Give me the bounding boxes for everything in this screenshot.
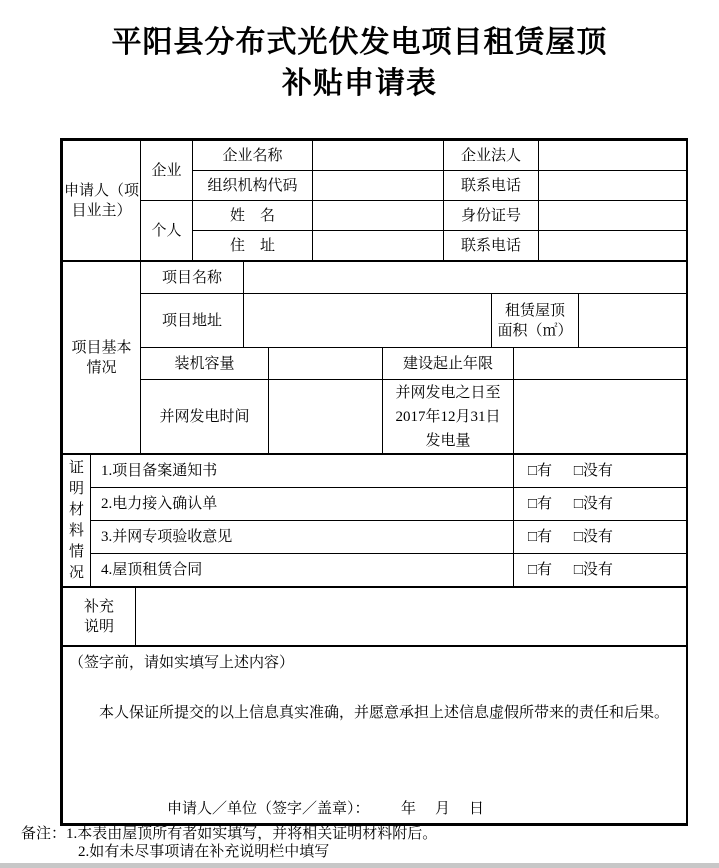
supplement-header-cell — [63, 588, 136, 646]
label-installed-capacity: 装机容量 — [141, 348, 269, 380]
label-roof-area — [492, 294, 579, 348]
footnote-line-2 — [21, 844, 437, 862]
label-id-number: 身份证号 — [444, 201, 539, 231]
declaration-section — [62, 646, 687, 824]
label-org-code: 组织机构代码 — [193, 171, 313, 201]
supplement-section — [62, 587, 687, 646]
checkbox-none-3[interactable]: □没有 — [573, 529, 613, 545]
footnote-item-1: 1.本表由屋顶所有者如实填写，并将相关证明材料附后。 — [66, 826, 438, 842]
page-title-line-2: 补贴申请表 — [282, 67, 437, 100]
footnotes — [21, 826, 437, 861]
pre-sign-note: （签字前，请如实填写上述内容） — [69, 655, 295, 671]
checkbox-have-1[interactable]: □有 — [528, 463, 553, 479]
evidence-item-4-options — [514, 554, 687, 587]
input-supplement[interactable] — [136, 588, 687, 646]
scan-edge-artifact — [0, 863, 719, 868]
evidence-item-2-options — [514, 488, 687, 521]
input-installed-capacity[interactable] — [269, 348, 383, 380]
signature-input-area[interactable] — [363, 799, 393, 819]
checkbox-have-4[interactable]: □有 — [528, 562, 553, 578]
label-legal-person: 企业法人 — [444, 141, 539, 171]
input-project-address[interactable] — [244, 294, 492, 348]
project-header-cell — [63, 262, 141, 454]
page-title — [0, 22, 719, 104]
checkbox-none-2[interactable]: □没有 — [573, 496, 613, 512]
declaration-cell — [63, 647, 687, 824]
supplement-header-line-2: 说明 — [83, 618, 114, 635]
checkbox-have-3[interactable]: □有 — [528, 529, 553, 545]
label-enterprise-name: 企业名称 — [193, 141, 313, 171]
input-project-name[interactable] — [244, 262, 687, 294]
checkbox-none-4[interactable]: □没有 — [573, 562, 613, 578]
applicant-section — [62, 140, 687, 261]
project-header-line-2: 情况 — [86, 359, 117, 376]
footnote-line-1 — [21, 826, 437, 844]
input-grid-connection-time[interactable] — [269, 380, 383, 454]
footnote-label: 备注： — [21, 826, 67, 842]
input-legal-person[interactable] — [539, 141, 687, 171]
input-id-number[interactable] — [539, 201, 687, 231]
label-project-address: 项目地址 — [141, 294, 244, 348]
project-header-line-1: 项目基本 — [71, 339, 132, 356]
enterprise-group-label: 企业 — [141, 141, 193, 201]
label-person-phone: 联系电话 — [444, 231, 539, 261]
page-title-line-1: 平阳县分布式光伏发电项目租赁屋顶 — [111, 26, 608, 59]
input-address[interactable] — [313, 231, 444, 261]
checkbox-none-1[interactable]: □没有 — [573, 463, 613, 479]
label-enterprise-phone: 联系电话 — [444, 171, 539, 201]
label-generation-line-2: 2017年12月31日 — [395, 408, 501, 425]
application-form-table — [60, 138, 688, 826]
label-roof-area-line-1: 租赁屋顶 — [504, 302, 565, 319]
supplement-header-line-1: 补充 — [83, 598, 114, 615]
label-address: 住 址 — [193, 231, 313, 261]
input-enterprise-phone[interactable] — [539, 171, 687, 201]
evidence-item-1-options — [514, 455, 687, 488]
evidence-item-3-label: 3.并网专项验收意见 — [91, 521, 514, 554]
date-label: 年 月 日 — [401, 801, 487, 817]
evidence-item-2-label: 2.电力接入确认单 — [91, 488, 514, 521]
input-person-phone[interactable] — [539, 231, 687, 261]
applicant-header-line-2: 目业主） — [71, 202, 132, 219]
applicant-header-cell — [63, 141, 141, 261]
input-generation-amount[interactable] — [514, 380, 687, 454]
label-roof-area-line-2: 面积（㎡） — [497, 322, 573, 339]
label-person-name: 姓 名 — [193, 201, 313, 231]
label-construction-period: 建设起止年限 — [383, 348, 514, 380]
label-grid-connection-time: 并网发电时间 — [141, 380, 269, 454]
evidence-item-3-options — [514, 521, 687, 554]
evidence-section — [62, 454, 687, 587]
individual-group-label: 个人 — [141, 201, 193, 261]
input-enterprise-name[interactable] — [313, 141, 444, 171]
input-org-code[interactable] — [313, 171, 444, 201]
applicant-header-line-1: 申请人（项 — [63, 182, 139, 199]
input-person-name[interactable] — [313, 201, 444, 231]
evidence-header-cell: 证明材料情况 — [63, 455, 91, 587]
evidence-item-4-label: 4.屋顶租赁合同 — [91, 554, 514, 587]
label-generation-line-1: 并网发电之日至 — [395, 384, 501, 401]
pledge-text: 本人保证所提交的以上信息真实准确，并愿意承担上述信息虚假所带来的责任和后果。 — [99, 705, 670, 721]
input-roof-area[interactable] — [579, 294, 687, 348]
label-generation-line-3: 发电量 — [425, 432, 471, 449]
project-section — [62, 261, 687, 454]
evidence-item-1-label: 1.项目备案通知书 — [91, 455, 514, 488]
label-project-name: 项目名称 — [141, 262, 244, 294]
footnote-item-2: 2.如有未尽事项请在补充说明栏中填写 — [78, 843, 330, 860]
label-generation-amount — [383, 380, 514, 454]
signature-label: 申请人／单位（签字／盖章）： — [167, 801, 370, 817]
checkbox-have-2[interactable]: □有 — [528, 496, 553, 512]
input-construction-period[interactable] — [514, 348, 687, 380]
